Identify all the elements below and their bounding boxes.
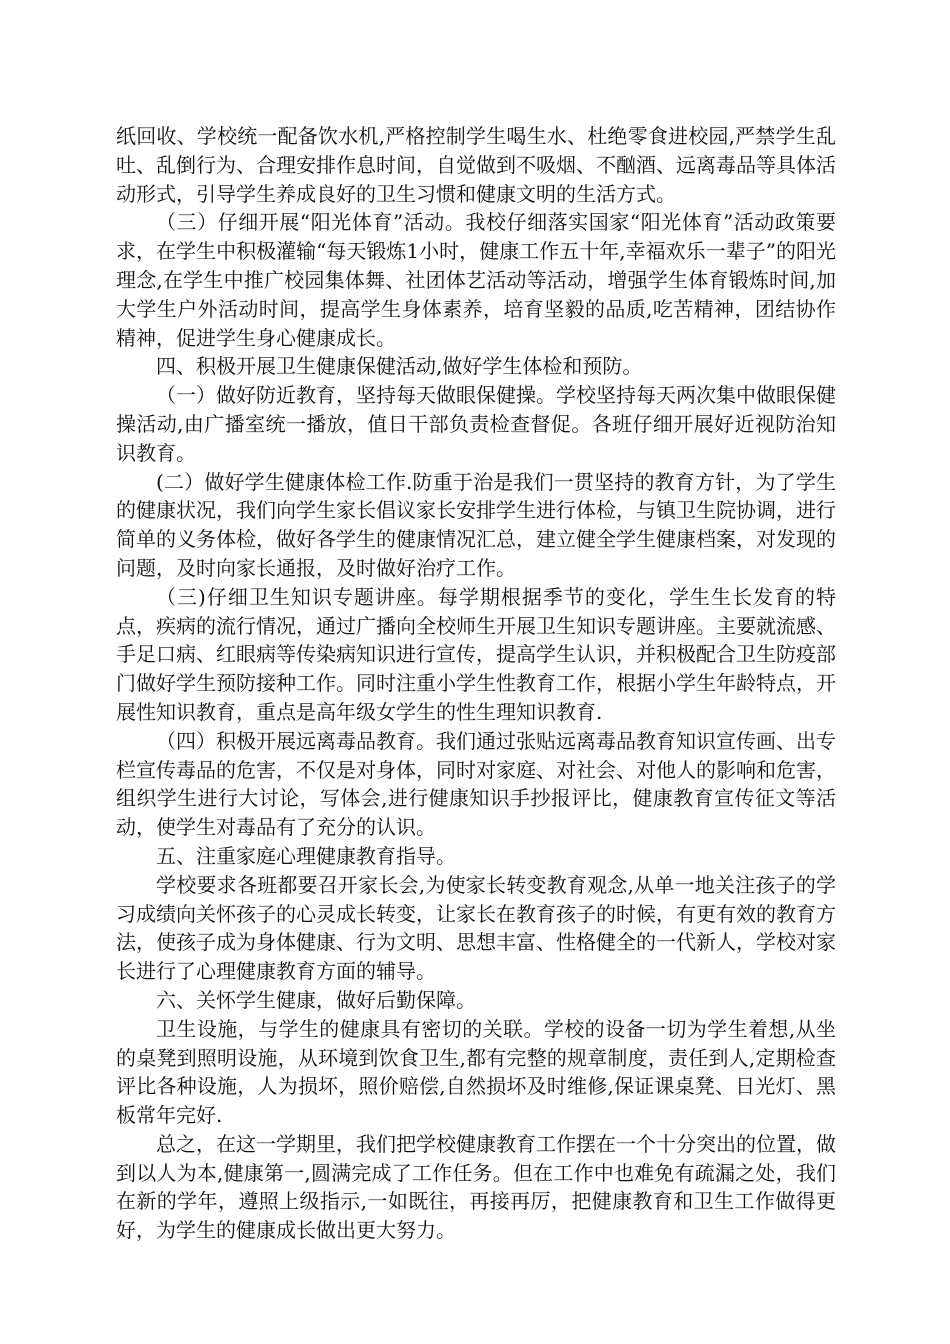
paragraph-family-guidance: 学校要求各班都要召开家长会,为使家长转变教育观念,从单一地关注孩子的学习成绩向关怀孩子的心灵成长转变，让家长在教育孩子的时候，有更有效的教育方法，使孩子成为身体健康、行为文明、思想丰富、性格健全的一代新人，学校对家长进行了心理健康教育方面的辅导。 <box>116 872 836 984</box>
section-heading-six: 六、关怀学生健康，做好后勤保障。 <box>156 987 476 1012</box>
paragraph-anti-drug: （四）积极开展远离毒品教育。我们通过张贴远离毒品教育知识宣传画、出专栏宣传毒品的危害，不仅是对身体，同时对家庭、对社会、对他人的影响和危害，组织学生进行大讨论，写体会,进行健康知识手抄报评比，健康教育宣传征文等活动，使学生对毒品有了充分的认识。 <box>116 728 836 840</box>
paragraph-continued: 纸回收、学校统一配备饮水机,严格控制学生喝生水、杜绝零食进校园,严禁学生乱吐、乱倒行为、合理安排作息时间，自觉做到不吸烟、不酗酒、远离毒品等具体活动形式，引导学生养成良好的卫生习惯和健康文明的生活方式。 <box>116 124 836 206</box>
document-body <box>116 122 836 1245</box>
paragraph-health-lecture: （三)仔细卫生知识专题讲座。每学期根据季节的变化，学生生长发育的特点，疾病的流行情况，通过广播向全校师生开展卫生知识专题讲座。主要就流感、手足口病、红眼病等传染病知识进行宣传，提高学生认识，并积极配合卫生防疫部门做好学生预防接种工作。同时注重小学生性教育工作，根据小学生年龄特点，开展性知识教育，重点是高年级女学生的性生理知识教育. <box>116 584 836 724</box>
paragraph-summary: 总之，在这一学期里，我们把学校健康教育工作摆在一个十分突出的位置，做到以人为本,健康第一,圆满完成了工作任务。但在工作中也难免有疏漏之处，我们在新的学年，遵照上级指示,一如既往，再接再厉，把健康教育和卫生工作做得更好，为学生的健康成长做出更大努力。 <box>116 1131 836 1243</box>
paragraph-facilities: 卫生设施，与学生的健康具有密切的关联。学校的设备一切为学生着想,从坐的桌凳到照明设施，从环境到饮食卫生,都有完整的规章制度，责任到人,定期检查评比各种设施，人为损坏，照价赔偿,自然损坏及时维修,保证课桌凳、日光灯、黑板常年完好. <box>116 1016 836 1128</box>
paragraph-eye-exercise: （一）做好防近教育，坚持每天做眼保健操。学校坚持每天两次集中做眼保健操活动,由广播室统一播放，值日干部负责检查督促。各班仔细开展好近视防治知识教育。 <box>116 383 836 465</box>
section-heading-five: 五、注重家庭心理健康教育指导。 <box>156 843 456 868</box>
section-heading-four: 四、积极开展卫生健康保健活动,做好学生体检和预防。 <box>156 354 643 379</box>
paragraph-health-checkup: (二）做好学生健康体检工作.防重于治是我们一贯坚持的教育方针，为了学生的健康状况，我们向学生家长倡议家长安排学生进行体检，与镇卫生院协调，进行简单的义务体检，做好各学生的健康情况汇总，建立健全学生健康档案，对发现的问题，及时向家长通报，及时做好治疗工作。 <box>116 469 836 580</box>
paragraph-sunshine-sports: （三）仔细开展“阳光体育”活动。我校仔细落实国家“阳光体育”活动政策要求，在学生中积极灌输“每天锻炼1小时，健康工作五十年,幸福欢乐一辈子”的阳光理念,在学生中推广校园集体舞、社团体艺活动等活动，增强学生体育锻炼时间,加大学生户外活动时间，提高学生身体素养，培育坚毅的品质,吃苦精神，团结协作精神，促进学生身心健康成长。 <box>116 210 836 350</box>
